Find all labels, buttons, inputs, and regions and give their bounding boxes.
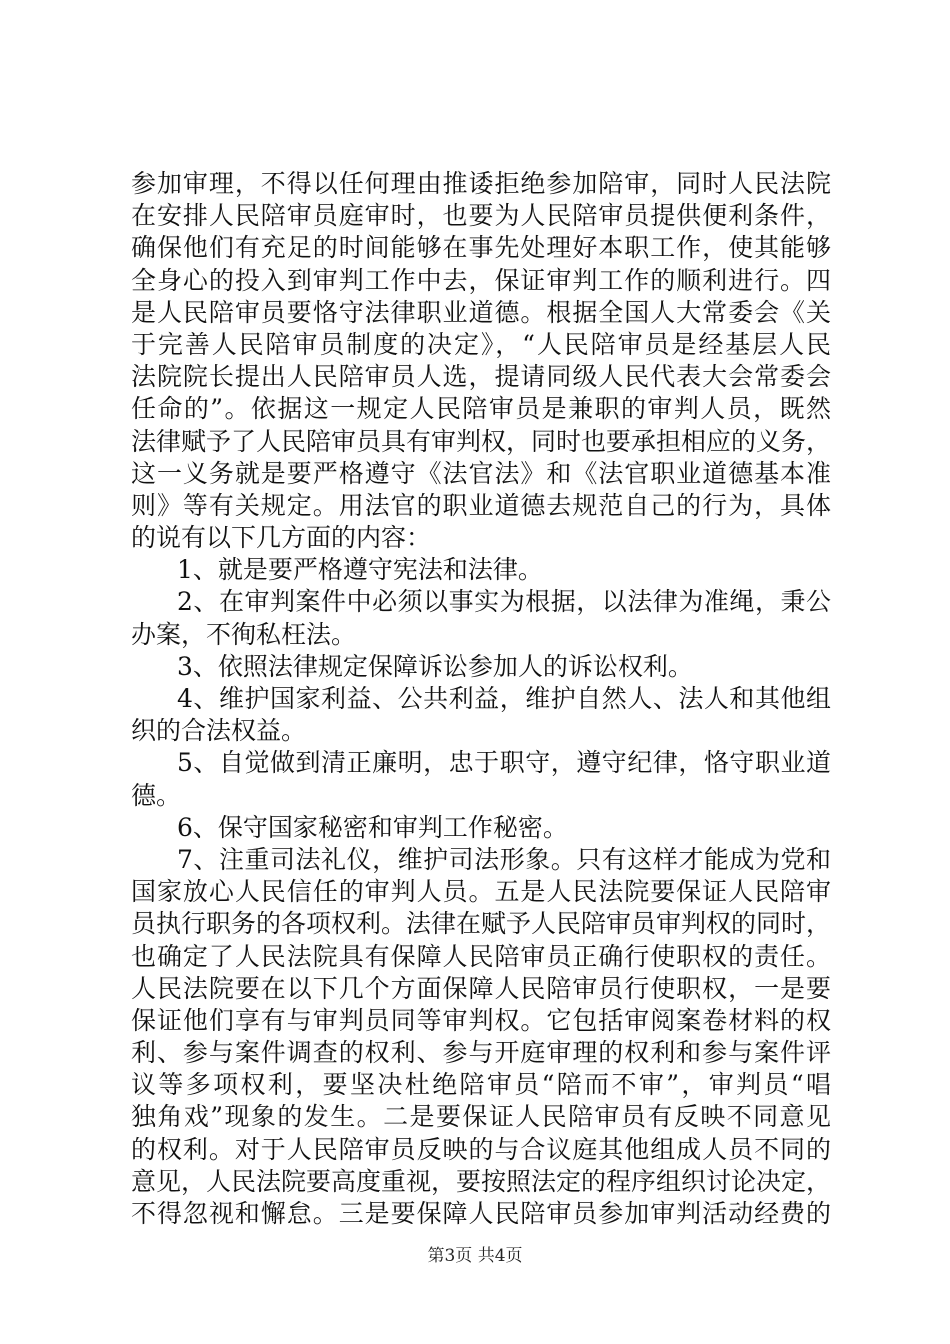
text-line: 任命的”。依据这一规定人民陪审员是兼职的审判人员，既然 — [131, 394, 831, 424]
text-line: 于完善人民陪审员制度的决定》，“人民陪审员是经基层人民 — [131, 329, 831, 359]
text-line: 参加审理，不得以任何理由推诿拒绝参加陪审，同时人民法院 — [131, 169, 831, 198]
text-line: 在安排人民陪审员庭审时，也要为人民陪审员提供便利条件， — [131, 201, 831, 231]
text-line: 法律赋予了人民陪审员具有审判权，同时也要承担相应的义务， — [131, 426, 832, 456]
text-line: 7、注重司法礼仪，维护司法形象。只有这样才能成为党和 — [177, 844, 831, 874]
text-line: 的权利。对于人民陪审员反映的与合议庭其他组成人员不同的 — [131, 1134, 831, 1164]
text-line: 的说有以下几方面的内容： — [131, 523, 432, 553]
text-line: 人民法院要在以下几个方面保障人民陪审员行使职权，一是要 — [131, 973, 831, 1003]
page-number-footer: 第3页 共4页 — [427, 1246, 523, 1266]
text-line: 国家放心人民信任的审判人员。五是人民法院要保证人民陪审 — [131, 877, 831, 907]
text-line: 确保他们有充足的时间能够在事先处理好本职工作，使其能够 — [131, 233, 831, 263]
text-line: 保证他们享有与审判员同等审判权。它包括审阅案卷材料的权 — [131, 1005, 831, 1035]
text-line: 是人民陪审员要恪守法律职业道德。根据全国人大常委会《关 — [131, 297, 831, 327]
text-line: 也确定了人民法院具有保障人民陪审员正确行使职权的责任。 — [131, 941, 831, 971]
text-line: 3、依照法律规定保障诉讼参加人的诉讼权利。 — [177, 651, 693, 681]
text-line: 议等多项权利，要坚决杜绝陪审员“陪而不审”，审判员“唱 — [131, 1070, 831, 1100]
text-line: 织的合法权益。 — [131, 716, 307, 746]
text-line: 6、保守国家秘密和审判工作秘密。 — [177, 812, 568, 842]
text-line: 独角戏”现象的发生。二是要保证人民陪审员有反映不同意见 — [131, 1102, 831, 1132]
text-line: 4、维护国家利益、公共利益，维护自然人、法人和其他组 — [177, 684, 831, 713]
text-line: 则》等有关规定。用法官的职业道德去规范自己的行为，具体 — [131, 490, 831, 520]
text-line: 利、参与案件调查的权利、参与开庭审理的权利和参与案件评 — [131, 1038, 831, 1068]
text-line: 全身心的投入到审判工作中去，保证审判工作的顺利进行。四 — [131, 265, 831, 295]
text-line: 5、自觉做到清正廉明，忠于职守，遵守纪律，恪守职业道 — [177, 748, 831, 778]
text-line: 办案，不徇私枉法。 — [131, 619, 357, 649]
text-line: 不得忽视和懈怠。三是要保障人民陪审员参加审判活动经费的 — [131, 1199, 831, 1228]
text-line: 德。 — [131, 780, 182, 810]
body-text — [131, 168, 831, 1230]
text-line: 法院院长提出人民陪审员人选，提请同级人民代表大会常委会 — [131, 362, 831, 392]
text-line: 这一义务就是要严格遵守《法官法》和《法官职业道德基本准 — [131, 458, 831, 488]
text-line: 1、就是要严格遵守宪法和法律。 — [177, 555, 543, 585]
text-line: 意见，人民法院要高度重视，要按照法定的程序组织讨论决定， — [131, 1166, 832, 1196]
text-line: 2、在审判案件中必须以事实为根据，以法律为准绳，秉公 — [177, 587, 831, 617]
text-line: 员执行职务的各项权利。法律在赋予人民陪审员审判权的同时， — [131, 909, 832, 939]
